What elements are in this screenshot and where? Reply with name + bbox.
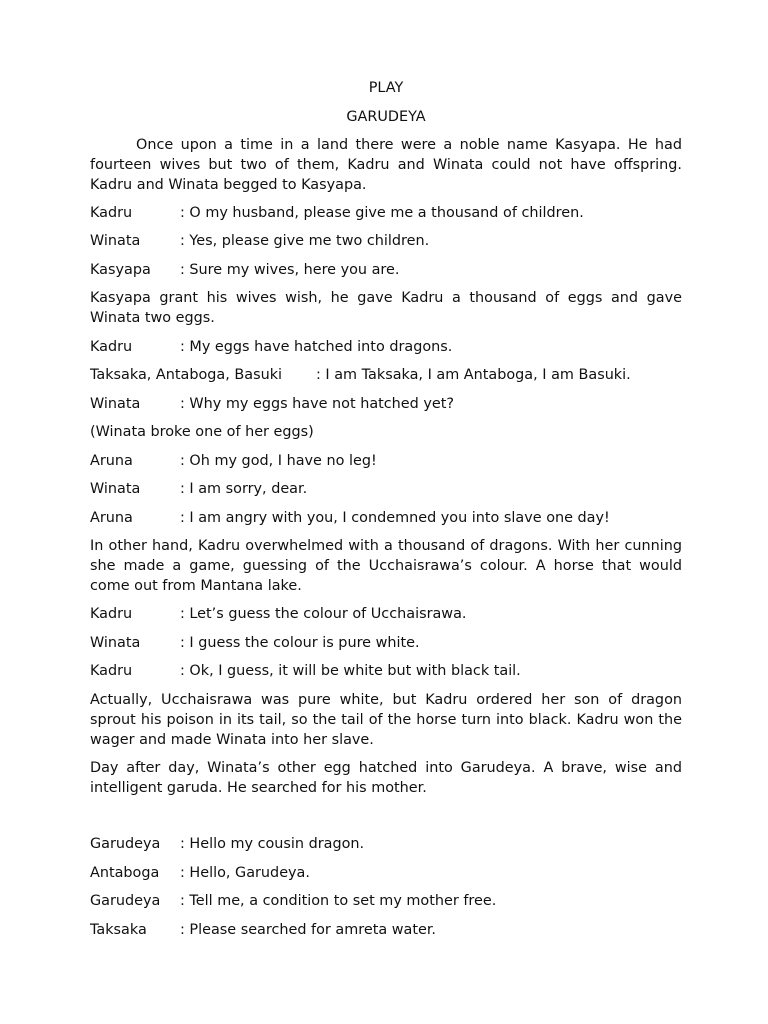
speaker-name: Taksaka (90, 922, 147, 938)
speaker-name: Aruna (90, 510, 133, 526)
speaker-name: Garudeya (90, 836, 161, 852)
speech-text: : My eggs have hatched into dragons. (180, 339, 453, 355)
speaker-name: Kadru (90, 339, 133, 355)
speaker-name: Kasyapa (90, 262, 151, 278)
speaker-name: Antaboga (90, 865, 160, 881)
speech-text: : Tell me, a condition to set my mother free. (180, 893, 497, 909)
speaker-name: Taksaka, Antaboga, Basuki (90, 367, 283, 383)
speech-text: : Hello my cousin dragon. (180, 836, 365, 852)
speech-text: : Please searched for amreta water. (180, 922, 437, 938)
narration-paragraph: In other hand, Kadru overwhelmed with a thousand of dragons. With her cunning she made a game, guessing of the Ucchaisrawa’s colour. A horse that would come out from Mantana lake. (90, 538, 682, 594)
speaker-name: Winata (90, 481, 141, 497)
speaker-name: Kadru (90, 606, 133, 622)
narration-paragraph: Kasyapa grant his wives wish, he gave Kadru a thousand of eggs and gave Winata two eggs. (90, 290, 682, 326)
speech-text: : I am sorry, dear. (180, 481, 308, 497)
play-heading: PLAY (368, 80, 404, 96)
narration-paragraph: Actually, Ucchaisrawa was pure white, but Kadru ordered her son of dragon sprout his poison in its tail, so the tail of the horse turn into black. Kadru won the wager and made Winata into her slave. (90, 692, 682, 748)
speech-text: : Yes, please give me two children. (180, 233, 430, 249)
speaker-name: Kadru (90, 205, 133, 221)
speech-text: : I am Taksaka, I am Antaboga, I am Basuki. (316, 367, 631, 383)
speaker-name: Aruna (90, 453, 133, 469)
speech-text: : Let’s guess the colour of Ucchaisrawa. (180, 606, 467, 622)
speech-text: : Oh my god, I have no leg! (180, 453, 377, 469)
narration-paragraph: Once upon a time in a land there were a noble name Kasyapa. He had fourteen wives but two of them, Kadru and Winata could not have offspring. Kadru and Winata begged to Kasyapa. (90, 137, 682, 193)
speaker-name: Garudeya (90, 893, 161, 909)
speech-text: : Sure my wives, here you are. (180, 262, 400, 278)
speech-text: : Why my eggs have not hatched yet? (180, 396, 455, 412)
speech-text: : I am angry with you, I condemned you into slave one day! (180, 510, 610, 526)
speech-text: : Ok, I guess, it will be white but with black tail. (180, 663, 521, 679)
speaker-name: Winata (90, 233, 141, 249)
speaker-name: Winata (90, 396, 141, 412)
stage-direction: (Winata broke one of her eggs) (90, 424, 314, 440)
narration-paragraph: Day after day, Winata’s other egg hatched into Garudeya. A brave, wise and intelligent garuda. He searched for his mother. (90, 760, 682, 796)
speaker-name: Winata (90, 635, 141, 651)
play-title: GARUDEYA (346, 109, 426, 125)
speaker-name: Kadru (90, 663, 133, 679)
speech-text: : Hello, Garudeya. (180, 865, 310, 881)
speech-text: : O my husband, please give me a thousand of children. (180, 205, 584, 221)
speech-text: : I guess the colour is pure white. (180, 635, 420, 651)
